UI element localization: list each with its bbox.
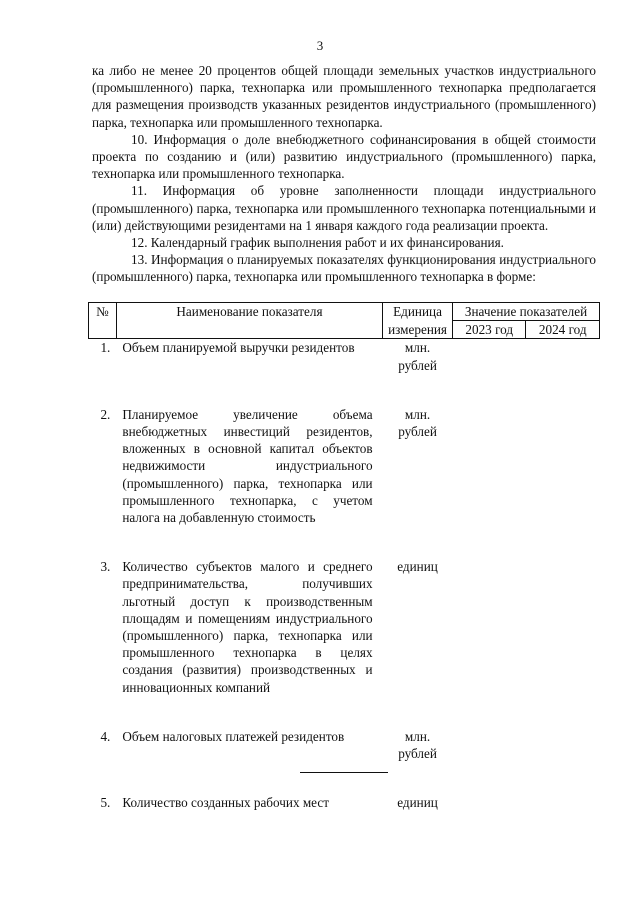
header-unit-line1: Единица (383, 303, 453, 321)
value-2024 (526, 728, 600, 762)
unit-line1: единиц (397, 795, 438, 811)
paragraph-12: 12. Календарный график выполнения работ и их финансирования. (131, 235, 504, 251)
unit-cell (383, 339, 453, 374)
header-year-2024: 2024 год (526, 321, 600, 339)
indicator-name: Планируемое увеличение объема внебюджетных инвестиций резидентов, вложенных в основной капитал объектов недвижимости индустриального (промышленного) парка, технопарка или промышленного технопарка, с учетом налога на добавленную стоимость (122, 406, 373, 526)
unit-cell (383, 558, 453, 696)
body-text (92, 62, 596, 286)
paragraph-continuation: ка либо не менее 20 процентов общей площади земельных участков индустриального (промышленного) парка, технопарка или промышленного технопарка предполагается для размещения производств указанных резидентов индустриального (промышленного) парка, технопарка или промышленного технопарка. (92, 63, 596, 130)
table-row (89, 728, 600, 762)
value-2024 (526, 794, 600, 811)
row-number: 2. (100, 406, 111, 422)
unit-cell (383, 728, 453, 762)
unit-line1: млн. (404, 406, 431, 422)
table-row (89, 794, 600, 811)
indicators-table (88, 302, 600, 811)
row-number: 3. (100, 559, 111, 575)
indicator-name: Количество субъектов малого и среднего предпринимательства, получивших льготный доступ к производственным площадям и помещениям индустриального (промышленного) парка, технопарка или промышленного технопарка в целях создания (развития) производственных и инновационных компаний (122, 559, 373, 695)
unit-line2: рублей (398, 746, 437, 762)
header-values: Значение показателей (453, 303, 600, 321)
value-2023 (453, 728, 526, 762)
page-number: 3 (316, 38, 324, 53)
value-2023 (453, 794, 526, 811)
paragraph-10: 10. Информация о доле внебюджетного софинансирования в общей стоимости проекта по созданию и (или) развитию индустриального (промышленного) парка, технопарка или промышленного технопарка. (92, 131, 596, 182)
unit-cell (383, 794, 453, 811)
unit-line1: единиц (397, 559, 438, 575)
paragraph-13: 13. Информация о планируемых показателях функционирования индустриального (промышленного) парка, технопарка или промышленного технопарка в форме: (92, 252, 596, 285)
header-name: Наименование показателя (116, 303, 382, 339)
unit-line1: млн. (404, 728, 431, 744)
value-2023 (453, 339, 526, 374)
row-number: 1. (100, 340, 111, 356)
header-num: № (89, 303, 117, 339)
value-2023 (453, 406, 526, 526)
indicator-name: Количество созданных рабочих мест (122, 795, 329, 811)
value-2024 (526, 339, 600, 374)
table-header-row (89, 303, 600, 321)
unit-line2: рублей (398, 357, 437, 373)
value-2023 (453, 558, 526, 696)
unit-line1: млн. (404, 340, 431, 356)
table-row (89, 339, 600, 374)
value-2024 (526, 558, 600, 696)
table-row (89, 558, 600, 696)
unit-cell (383, 406, 453, 526)
indicator-name: Объем налоговых платежей резидентов (122, 728, 345, 744)
indicator-name: Объем планируемой выручки резидентов (122, 340, 355, 356)
row-number: 5. (100, 795, 111, 811)
value-2024 (526, 406, 600, 526)
unit-line2: рублей (398, 424, 437, 440)
paragraph-11: 11. Информация об уровне заполненности площади индустриального (промышленного) парка, технопарка или промышленного технопарка потенциальными и (или) действующими резидентами на 1 января каждого года реализации проекта. (92, 183, 596, 233)
header-year-2023: 2023 год (453, 321, 526, 339)
header-unit-line2: измерения (383, 321, 453, 339)
closing-rule-line (300, 772, 388, 773)
table-row (89, 406, 600, 526)
row-number: 4. (100, 728, 111, 744)
